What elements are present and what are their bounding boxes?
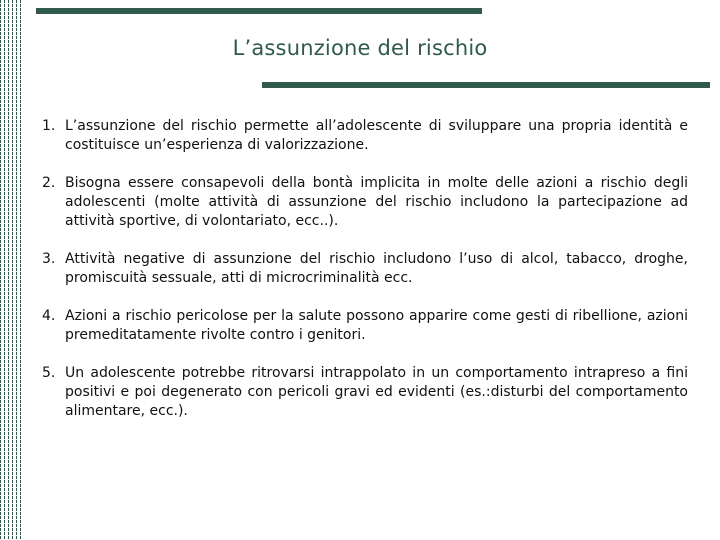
list-item-number: 4. [42, 308, 56, 324]
list-item-number: 5. [42, 365, 56, 381]
list-item-number: 3. [42, 251, 56, 267]
list-item [42, 250, 688, 288]
list-item-text: Attività negative di assunzione del rischio includono l’uso di alcol, tabacco, droghe, promiscuità sessuale, atti di microcriminalità ecc. [65, 251, 688, 286]
list-item [42, 364, 688, 421]
list-item-text: Bisogna essere consapevoli della bontà implicita in molte delle azioni a rischio degli adolescenti (molte attività di assunzione del rischio includono la partecipazione ad attività sportive, di volontariato, ecc..). [65, 175, 688, 229]
list-item-text: Un adolescente potrebbe ritrovarsi intrappolato in un comportamento intrapreso a fini positivi e poi degenerato con pericoli gravi ed evidenti (es.:disturbi del comportamento alimentare, ecc.). [65, 365, 688, 419]
slide-title: L’assunzione del rischio [232, 36, 488, 60]
list-item-text: Azioni a rischio pericolose per la salute possono apparire come gesti di ribellione, azioni premeditatamente rivolte contro i genitori. [65, 308, 688, 343]
decorative-top-bar [36, 8, 482, 14]
decorative-title-underline-bar [262, 82, 710, 88]
numbered-list [42, 117, 688, 440]
decorative-side-pattern [0, 0, 22, 540]
list-item-number: 1. [42, 118, 56, 134]
list-item-number: 2. [42, 175, 56, 191]
list-item [42, 307, 688, 345]
list-item [42, 174, 688, 231]
list-item-text: L’assunzione del rischio permette all’adolescente di sviluppare una propria identità e costituisce un’esperienza di valorizzazione. [65, 118, 688, 153]
list-item [42, 117, 688, 155]
